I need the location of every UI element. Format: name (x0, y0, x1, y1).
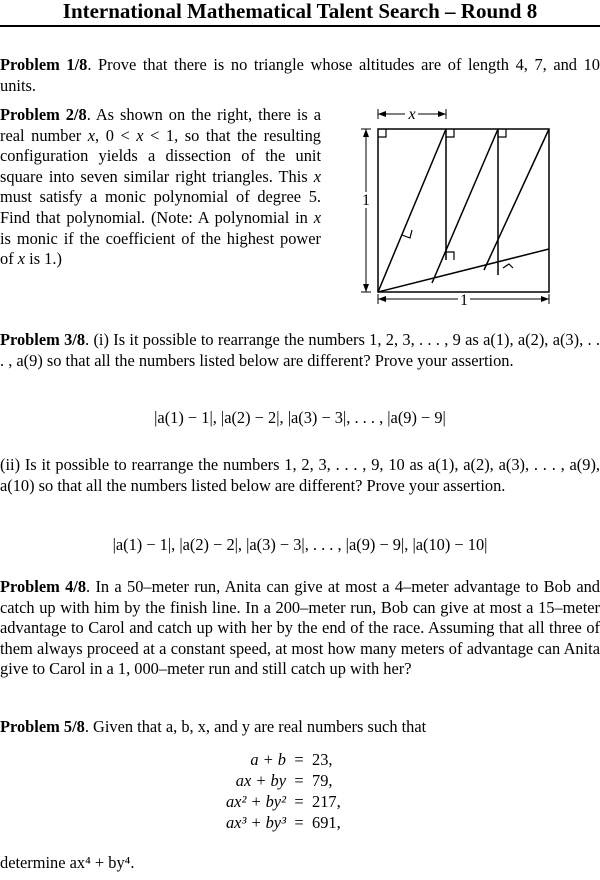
problem-4-text: . In a 50–meter run, Anita can give at most a 4–meter advantage to Bob and catch up with him by the finish line. In a 200–meter run, Bob can give at most a 15–meter advantage to Carol and catch up with her by the end of the race. Assuming that all three of them always proceed at a constant speed, at most how many meters of advantage can Anita give to Carol in a 1, 000–meter run and still catch up with her? (0, 577, 600, 679)
equals-sign: = (294, 771, 304, 790)
problem-3-equation-1: |a(1) − 1|, |a(2) − 2|, |a(3) − 3|, . . . , |a(9) − 9| (154, 408, 446, 427)
equation-row (200, 791, 420, 812)
problem-3-equation-2: |a(1) − 1|, |a(2) − 2|, |a(3) − 3|, . . . , |a(9) − 9|, |a(10) − 10| (112, 535, 488, 554)
equation-system (200, 749, 420, 833)
problem-2-var-x: x (87, 125, 96, 145)
figure-label-x: x (408, 106, 416, 123)
problem-2-var-x: x (17, 249, 26, 269)
problem-1-label: Problem 1/8 (0, 55, 88, 74)
equation-lhs: ax² + by² (225, 792, 286, 811)
equation-rhs: 23, (312, 750, 333, 769)
equation-rhs: 691, (312, 813, 341, 832)
equation-lhs: ax³ + by³ (225, 813, 286, 832)
header-rule (0, 25, 600, 27)
problem-2-var-x: x (313, 207, 321, 227)
arrow-head (378, 111, 386, 117)
problem-5-intro (0, 717, 600, 738)
right-angle-mark (378, 129, 386, 137)
figure-label-side: 1 (362, 192, 370, 209)
problem-3-part-1 (0, 330, 600, 371)
dissection-figure (340, 104, 570, 310)
problem-4 (0, 577, 600, 680)
equation-rhs: 79, (312, 771, 333, 790)
page-title: International Mathematical Talent Search – Round 8 (62, 0, 538, 23)
equation-lhs: a + b (250, 750, 286, 769)
problem-5-outro: determine ax⁴ + by⁴. (0, 853, 135, 872)
problem-3-label: Problem 3/8 (0, 330, 86, 349)
right-angle-mark (498, 129, 506, 137)
equals-sign: = (294, 813, 304, 832)
arrow-head (541, 296, 549, 302)
equation-row (200, 812, 420, 833)
problem-2-var-x: x (136, 125, 144, 145)
arrow-head (363, 284, 369, 292)
problem-2-text-c: < 1, so that the resulting configuration yields a dissection of the unit square into seven similar right triangles. This (0, 125, 321, 186)
right-angle-mark (503, 264, 513, 268)
problem-1 (0, 55, 600, 96)
problem-2 (0, 105, 321, 270)
problem-2-var-x: x (313, 166, 321, 186)
problem-2-text-d: must satisfy a monic polynomial of degree 5. Find that polynomial. (Note: A polynomial in (0, 187, 321, 227)
equals-sign: = (294, 792, 304, 811)
problem-3-part-2: (ii) Is it possible to rearrange the numbers 1, 2, 3, . . . , 9, 10 as a(1), a(2), a(3), . . . , a(9), a(10) so that all the numbers listed below are different? Prove your assertion. (0, 455, 600, 495)
problem-2-text-e: is monic if the coefficient of the highest power of (0, 228, 321, 269)
equation-row (200, 749, 420, 770)
arrow-head (438, 111, 446, 117)
problem-5-intro-text: . Given that a, b, x, and y are real numbers such that (84, 717, 427, 736)
slant-segment (378, 129, 446, 292)
problem-4-label: Problem 4/8 (0, 577, 87, 596)
problem-2-text-f: is 1.) (25, 249, 62, 269)
problem-1-text: . Prove that there is no triangle whose altitudes are of length 4, 7, and 10 units. (0, 55, 600, 95)
equals-sign: = (294, 750, 304, 769)
slant-segment (484, 129, 549, 270)
problem-3-part-1-text: . (i) Is it possible to rearrange the numbers 1, 2, 3, . . . , 9 as a(1), a(2), a(3), . . . , a(9) so that all the numbers listed below are different? Prove your assertion. (0, 330, 600, 370)
figure-label-bottom: 1 (460, 292, 468, 309)
right-angle-mark (446, 129, 454, 137)
arrow-head (363, 129, 369, 137)
right-angle-mark (446, 252, 454, 260)
problem-2-text-b: , 0 < (95, 125, 137, 145)
problem-2-label: Problem 2/8 (0, 105, 87, 124)
arrow-head (378, 296, 386, 302)
problem-5-label: Problem 5/8 (0, 717, 85, 736)
problem-2-text-a: . As shown on the right, there is a real number (0, 105, 321, 145)
equation-lhs: ax + by (235, 771, 286, 790)
diagonal-segment (378, 249, 549, 292)
equation-row (200, 770, 420, 791)
equation-rhs: 217, (312, 792, 341, 811)
